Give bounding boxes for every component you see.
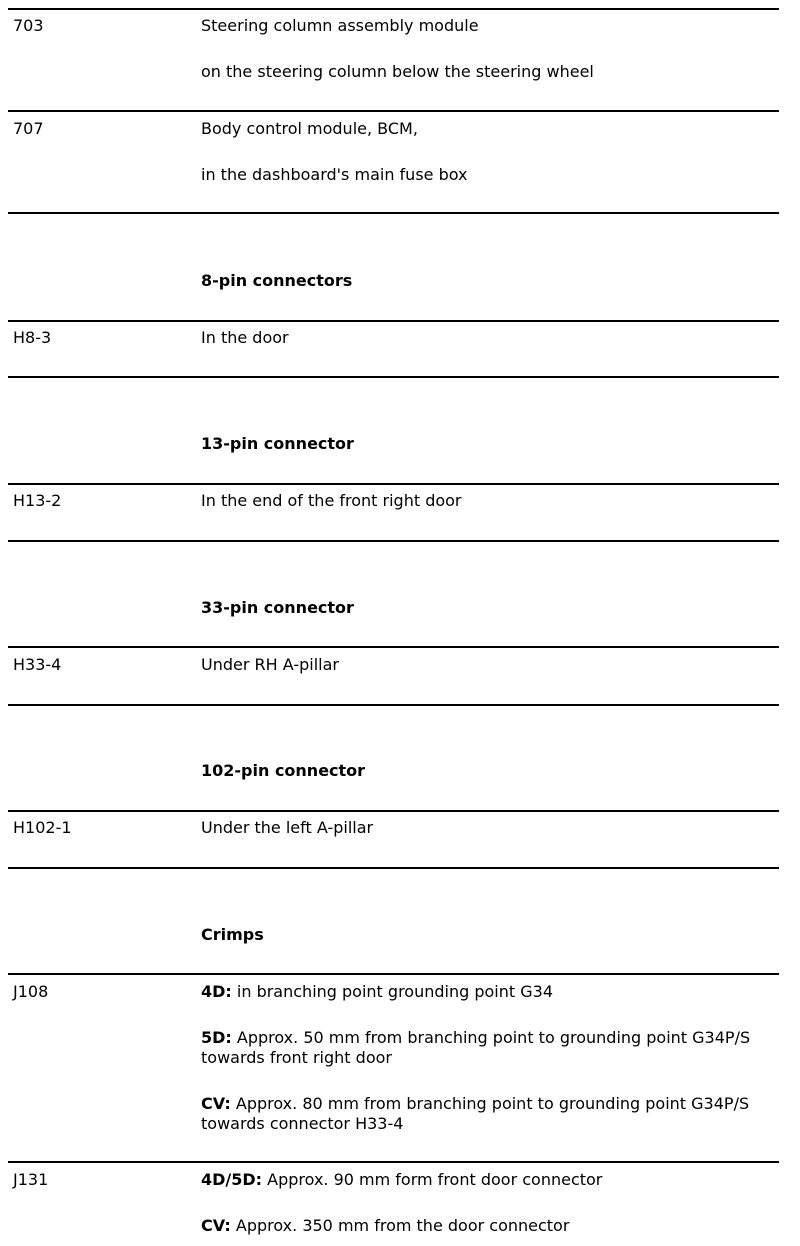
variant-text: Approx. 90 mm form front door connector: [262, 1170, 603, 1189]
crimp-code: J108: [13, 982, 49, 1001]
section-heading: 102-pin connector: [201, 761, 366, 780]
table-rule: [8, 483, 779, 485]
crimp-paragraph: [201, 1216, 776, 1236]
crimp-paragraph: [201, 1094, 776, 1134]
connector-code: H8-3: [13, 328, 52, 347]
table-rule: [8, 973, 779, 975]
connector-location: Under RH A-pillar: [201, 655, 339, 674]
variant-label: 5D:: [201, 1028, 232, 1047]
component-description: [201, 16, 776, 82]
description-line: Body control module, BCM,: [201, 119, 418, 138]
table-rule: [8, 320, 779, 322]
crimp-description: [201, 982, 776, 1134]
table-rule: [8, 810, 779, 812]
component-description: [201, 119, 776, 185]
section-heading: Crimps: [201, 925, 264, 944]
connector-code: H102-1: [13, 818, 72, 837]
variant-label: CV:: [201, 1094, 231, 1113]
crimp-paragraph: [201, 1028, 776, 1068]
section-heading: 8-pin connectors: [201, 271, 353, 290]
table-rule: [8, 212, 779, 214]
table-rule: [8, 376, 779, 378]
table-rule: [8, 110, 779, 112]
variant-label: 4D:: [201, 982, 232, 1001]
crimp-description: [201, 1170, 776, 1236]
variant-text: in branching point grounding point G34: [231, 982, 553, 1001]
table-rule: [8, 867, 779, 869]
table-rule: [8, 8, 779, 10]
table-rule: [8, 704, 779, 706]
description-line: on the steering column below the steering wheel: [201, 62, 594, 81]
table-rule: [8, 1161, 779, 1163]
component-code: 707: [13, 119, 44, 138]
connector-code: H13-2: [13, 491, 62, 510]
component-code: 703: [13, 16, 44, 35]
connector-location: In the door: [201, 328, 289, 347]
section-heading: 13-pin connector: [201, 434, 354, 453]
variant-text: Approx. 50 mm from branching point to grounding point G34P/S towards front right door: [201, 1028, 751, 1067]
crimp-paragraph: [201, 1170, 776, 1190]
variant-text: Approx. 80 mm from branching point to grounding point G34P/S towards connector H33-4: [201, 1094, 750, 1133]
variant-label: 4D/5D:: [201, 1170, 263, 1189]
variant-text: Approx. 350 mm from the door connector: [230, 1216, 570, 1235]
crimp-paragraph: [201, 982, 776, 1002]
connector-code: H33-4: [13, 655, 62, 674]
section-heading: 33-pin connector: [201, 598, 354, 617]
variant-label: CV:: [201, 1216, 231, 1235]
connector-location: Under the left A-pillar: [201, 818, 374, 837]
table-rule: [8, 646, 779, 648]
description-line: Steering column assembly module: [201, 16, 479, 35]
table-rule: [8, 540, 779, 542]
connector-location: In the end of the front right door: [201, 491, 462, 510]
description-line: in the dashboard's main fuse box: [201, 165, 468, 184]
crimp-code: J131: [13, 1170, 49, 1189]
